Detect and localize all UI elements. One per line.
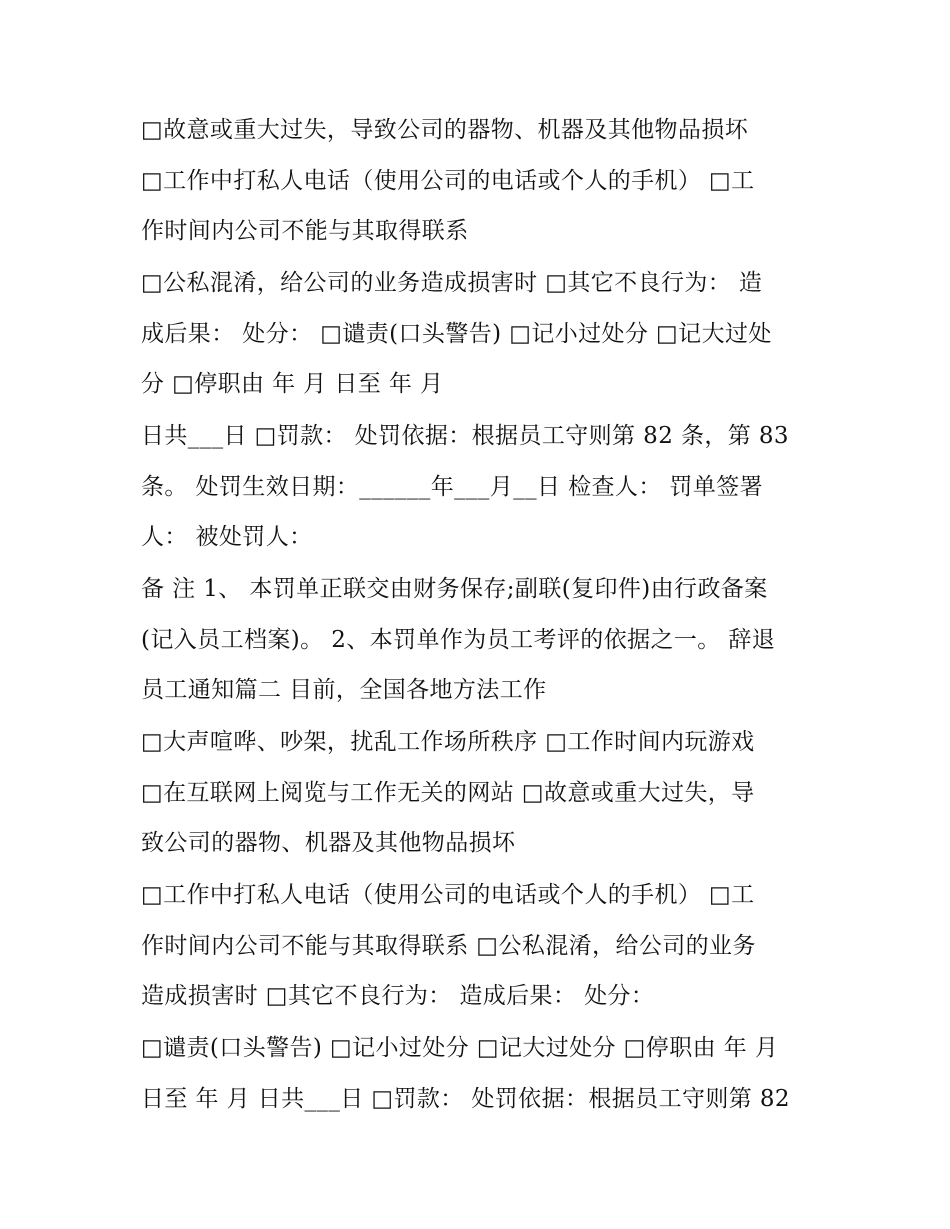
text-line: 备 注 1、 本罚单正联交由财务保存;副联(复印件)由行政备案 [141, 576, 768, 602]
text-line: □在互联网上阅览与工作无关的网站 □故意或重大过失，导 [141, 780, 755, 806]
text-line: 员工通知篇二 目前，全国各地方法工作 [141, 677, 547, 703]
text-line: 分 □停职由 年 月 日至 年 月 [141, 371, 444, 397]
text-line: 致公司的器物、机器及其他物品损坏 [141, 830, 516, 856]
text-line: 成后果： 处分： □谴责(口头警告) □记小过处分 □记大过处 [141, 321, 772, 347]
text-line: 日至 年 月 日共___日 □罚款： 处罚依据：根据员工守则第 82 [141, 1086, 790, 1112]
text-line: 作时间内公司不能与其取得联系 □公私混淆，给公司的业务 [141, 933, 756, 959]
text-line: 作时间内公司不能与其取得联系 [141, 218, 469, 244]
text-line: 人： 被处罚人： [141, 524, 313, 550]
text-line: □工作中打私人电话（使用公司的电话或个人的手机） □工 [141, 168, 755, 194]
text-line: □谴责(口头警告) □记小过处分 □记大过处分 □停职由 年 月 [141, 1035, 779, 1061]
text-line: 日共___日 □罚款： 处罚依据：根据员工守则第 82 条，第 83 [141, 423, 789, 449]
text-line: 造成损害时 □其它不良行为： 造成后果： 处分： [141, 983, 655, 1009]
text-line: (记入员工档案)。 2、本罚单作为员工考评的依据之一。 辞退 [141, 627, 776, 653]
text-line: □故意或重大过失，导致公司的器物、机器及其他物品损坏 [141, 117, 749, 143]
text-line: □工作中打私人电话（使用公司的电话或个人的手机） □工 [141, 882, 755, 908]
text-line: □大声喧哗、吵架，扰乱工作场所秩序 □工作时间内玩游戏 [141, 729, 755, 755]
text-line: 条。 处罚生效日期：______年___月__日 检查人： 罚单签署 [141, 474, 764, 500]
text-line: □公私混淆，给公司的业务造成损害时 □其它不良行为： 造 [141, 270, 763, 296]
